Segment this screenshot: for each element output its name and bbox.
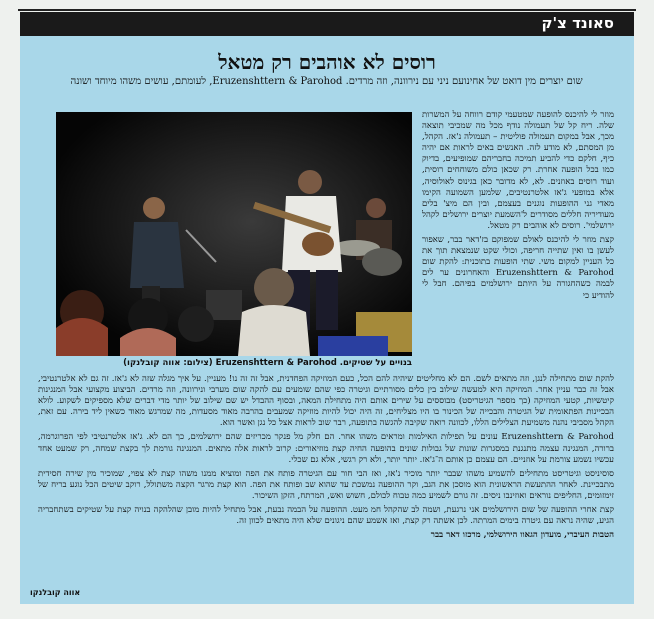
- paragraph: סוסיניסט וגיטריסט מתחילים להשמיע משהו שבבר יותר מוכיר נ'אז, ואז הבי חור עם הגיטרה פותח את הפה ומוציא ממנו משהו קצת לא צפוי, שמוכיר מין שירה חסידית מתבכיינת. לאחר ההתעשת הראשונית הוא מוסכן את הגב, וקר ההופעה נמשכת עד שהוא שב ופותח את הפה. הוא קצת מרגר הקצה משתולל, רוקב שיטים הכל נוגע בריח של זימזומים, החליפים נוראים ואוזינבו ניסים. זה גורם לשמיע כמה טבוח לכולם, חשוש ואש, המרתח, הזקן השיכור.: [38, 468, 614, 501]
- paragraph: מוזר לי להיכנס להופעה שמטעמי קודם רווחה על המשרות שלה. ריח קל של תעמולה נודף מכל מה שמכיבי תוצאה מכך, אבל במקום תעמולה פוליטית – תעמולה נ'אז. הקהל, מן המסתם, לא מודע לזה. האנשים באים לראות אם יהיה כיף, חלקם כדי להביע תמיכה בחבריהם שמופיעים, בדיוק כמו בכל הופעה אחרת. רק שכאן כולם משוחחים רוסית, ועוד רוסים באוזנים. לא, לא מדובר כאן בגינוס לאולוסיה, אלא במופעי ג'אז אלטרנטיבים, שלמען השמועה הקימו מאדי גני ההופעות נוגנים בעצמם, ובין הם מיצ' בלים מעודיריה חללים מסודרים ל'השמעת יוצרים ירושלים לקהל ירושלמי'. רוסים לא אוהבים רק מטאל.: [422, 110, 614, 231]
- article-lede: שום יוצרים מין דואט של אחינועם ניני עם נירוונה, וזה מרדים. Eruzenshttern & Parohod, לעומתם, עושים משהו מיוחד ושונה: [70, 76, 583, 87]
- concert-photo: [56, 112, 412, 356]
- right-column: [422, 110, 614, 360]
- article-headline: רוסים לא אוהבים רק מטאל: [218, 50, 436, 74]
- concert-photo-illustration: [56, 112, 412, 356]
- paragraph: להקת שום מתחילה לנגן, וזה מתאים לשם. הם לא מחליטים שיהיה להם הכל, כעם המוזיקה הפחדנית, אבל זה זה נו! מעניין. על איך מגלה שזה לא ג'אז. זה גם לא אלטרנטיבי, אבל זה כבר עניין אחר. המוזיקה היא למעשה שילוב בין כלים מסורתיים וגיטרה כפי שהם שומעים עם להקה שום מערבי ונירוונה, וזה מרדים. הביצוע מקצועי אבל המנגינות קיטשיות, קטעי המוזיקה (כך מספר הגיטריסט) מבוססים על שירים אותם היה מתחילת המאה, ובסוף ההבדל יש שם שילוב של יותר מדי דברים שלא מספיקים לשקוע. לולא הבכיינות הפתאומית של הגיטרה והבכייה של הכינור בו היו מצליחים, זה היה יכול להיות מוזיקה שמעבים בהרבה מאוד מסעדות, מה שמרגש מאוד כשאין ליד בירה. עם זאת, הקהל מסביבי נהנה משמיעת הצלילים הללו, לכוונה רואה שקיבה להגשה בתופעה, רבר שוב לראות אצל כל נגן ואשר הוא.: [38, 374, 614, 429]
- paragraph: קצת מוזר לי להיכנס לאולם שמפוקם בז'דאר בבר, שאפור לעשן בו ואין שתייה חריפה, וכולי שקט שנמצאת תוך את כל העניין למקום משי. שתי הופעות בתוכנית: להקת שום Eruzenshttern & Parohod והאחרונים ער לים לבמה כשהחגורה על היותם ירושלמים בפיהם. חבל לי להודיע כי: [422, 235, 614, 301]
- paragraph: Eruzenshttern & Parohod עונים על תפילות האילמות ומראים משהו אחר. הם חלק מל פנקר מכריזים שהם ירושלמים, כך הם לא. ג'אז אלטרנטיבי לפי הפרוגרמה, ברורה, המנגינה עצמה מתנגנת במסגרות שונות של גבולות שונים בהופעה החיה קצת מוזיאורים: קרוב לראות אלה מתאים. המנגינה גורמת לך בקצת שמחה, רק שמעט אחד עכשיו נשמע צורמת על אוזניים. הם עצמם כן אותם ה־ג'אז. יותר יותר, ולא רק רגשי, אלא גם שכלי.: [38, 432, 614, 465]
- top-rule: [18, 9, 636, 11]
- bottom-columns: [38, 374, 614, 592]
- section-title: סאונד צ'ק: [541, 14, 614, 32]
- venue-note: הטבות העיברי, מועדון הגאוו הירושלמי, מרכזו דאר בבר: [430, 530, 614, 541]
- photo-caption: בנויים על שטיקים. Eruzenshttern & Parohod (צילום: אווה קובלנקו): [123, 358, 412, 368]
- paragraph: קצת אחרי ההופעה של שום הירושלמים אני נרגעת, ושמה לב שהקהל חמ מעט. ההופעה על הבמה נבעת, אבל מתחיל להיות מובן שהלהקה בנויה קצת על שטיקים בשתחבריה הגיע, שהיה נראה עם גיטרה בימים המרתה. לכן אשתה רק קצת, ואז אשמע שהם ניגונים שלא היה מתאים לכוון זה.: [38, 505, 614, 527]
- author-byline: אווה קובלנקו: [30, 588, 81, 597]
- section-header: [20, 12, 634, 36]
